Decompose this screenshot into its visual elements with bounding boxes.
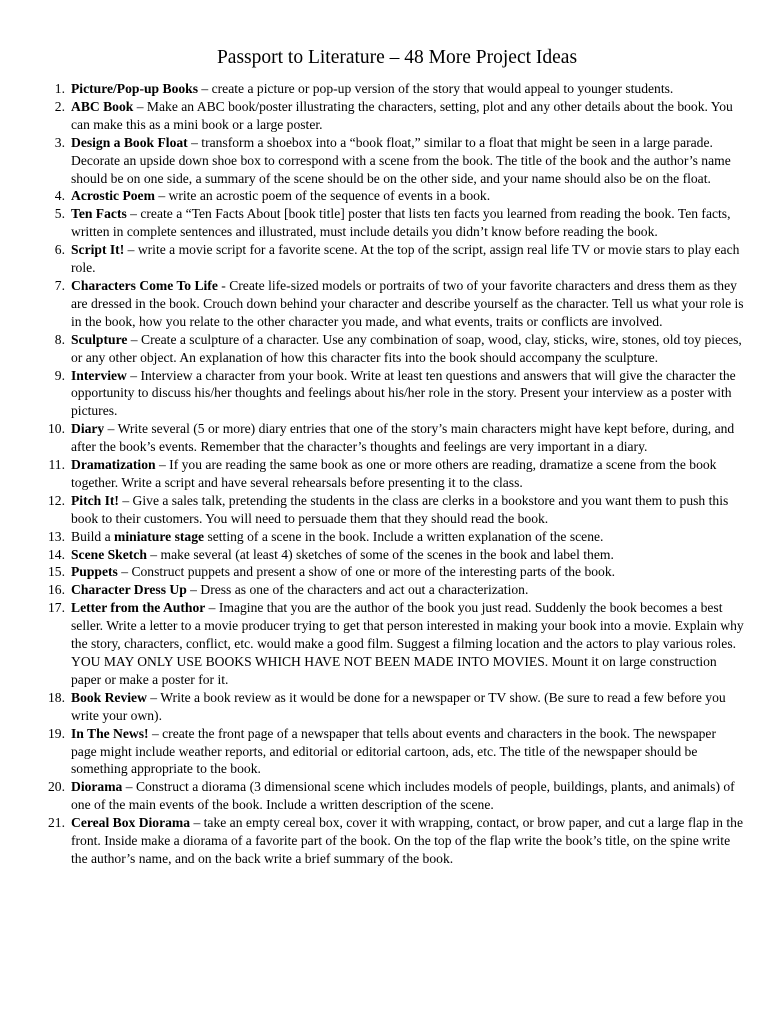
project-name: Dramatization [71, 457, 156, 473]
project-description: – Interview a character from your book. Write at least ten questions and answers that will give the character the opportunity to discuss his/her thoughts and feelings about his/her role in the story. Present your interview as a poster with pictures. [71, 367, 736, 419]
item-number: 4. [54, 188, 65, 204]
project-description: – Construct puppets and present a show of one or more of the interesting parts of the book. [117, 564, 616, 580]
list-item [38, 778, 744, 814]
item-number: 11. [48, 457, 65, 473]
list-item [38, 241, 744, 277]
project-name: miniature stage [114, 528, 205, 544]
list-item [38, 814, 744, 868]
item-number: 19. [48, 725, 65, 741]
project-ideas-list [38, 80, 744, 868]
page-title: Passport to Literature – 48 More Project Ideas [216, 47, 578, 68]
project-name: Diorama [71, 779, 123, 795]
list-item [38, 367, 744, 421]
item-number: 9. [54, 367, 65, 383]
list-item [38, 134, 744, 188]
project-name: Acrostic Poem [71, 188, 155, 204]
item-lead-text: Build a [71, 528, 115, 544]
list-item [38, 563, 744, 581]
item-number: 10. [48, 421, 65, 437]
item-number: 13. [48, 528, 65, 544]
item-number: 16. [48, 582, 65, 598]
project-description: – make several (at least 4) sketches of some of the scenes in the book and label them. [146, 546, 614, 562]
item-number: 5. [54, 206, 65, 222]
item-number: 2. [54, 98, 65, 114]
project-name: In The News! [71, 725, 149, 741]
list-item [38, 528, 744, 546]
project-name: Letter from the Author [71, 600, 206, 616]
list-item [38, 492, 744, 528]
project-description: – transform a shoebox into a “book float,” similar to a float that might be seen in a large parade. Decorate an upside down shoe box to correspond with a scene from the book. The title of the book and the author’s name should be on one side, a summary of the scene should be on the other side, and your name should also be on the float. [71, 134, 731, 186]
project-description: – Make an ABC book/poster illustrating the characters, setting, plot and any other details about the book. You can make this as a mini book or a large poster. [71, 98, 733, 132]
project-name: Characters Come To Life [71, 277, 218, 293]
project-description: – write an acrostic poem of the sequence of events in a book. [154, 188, 491, 204]
project-description: – Write several (5 or more) diary entries that one of the story’s main characters might have kept before, during, and after the book’s events. Remember that the character’s thoughts and feelings are very important in a diary. [71, 421, 735, 455]
project-name: Pitch It! [71, 492, 119, 508]
item-number: 1. [54, 81, 65, 96]
item-number: 3. [54, 134, 65, 150]
list-item [38, 80, 744, 98]
project-name: Cereal Box Diorama [71, 815, 191, 831]
item-number: 17. [48, 600, 65, 616]
project-description: – Imagine that you are the author of the book you just read. Suddenly the book becomes a best seller. Write a letter to a movie producer trying to get that person interested in making your book into a movie. Explain why the story, characters, conflict, etc. would make a good film. Suggest a filming location and the actors to play various roles. YOU MAY ONLY USE BOOKS WHICH HAVE NOT BEEN MADE INTO MOVIES. Mount it on large construction paper or make a poster for it. [71, 600, 744, 687]
project-name: Interview [71, 367, 127, 383]
list-item [38, 599, 744, 689]
project-description: – Write a book review as it would be done for a newspaper or TV show. (Be sure to read a few before you write your own). [71, 689, 726, 723]
project-description: setting of a scene in the book. Include a written explanation of the scene. [204, 528, 604, 544]
item-number: 15. [48, 564, 65, 580]
item-number: 7. [54, 277, 65, 293]
project-name: ABC Book [71, 98, 134, 114]
item-number: 20. [48, 779, 65, 795]
project-description: - Create life-sized models or portraits of two of your favorite characters and dress them as they are dressed in the book. Crouch down behind your character and describe yourself as the character. Tell us what your role is in the book, how you relate to the other character you made, and what events, traits or conflicts are involved. [71, 277, 744, 329]
project-name: Diary [71, 421, 105, 437]
project-description: – Create a sculpture of a character. Use any combination of soap, wood, clay, sticks, wire, stones, old toy pieces, or any other object. An explanation of how this character fits into the book should accompany the sculpture. [71, 331, 742, 365]
list-item [38, 725, 744, 779]
project-description: – write a movie script for a favorite scene. At the top of the script, assign real life TV or movie stars to play each role. [71, 242, 740, 276]
list-item [38, 98, 744, 134]
project-description: – Construct a diorama (3 dimensional scene which includes models of people, buildings, plants, and animals) of one of the main events of the book. Include a written description of the scene. [71, 779, 735, 813]
project-name: Scene Sketch [71, 546, 147, 562]
list-item [38, 187, 744, 205]
list-item [38, 689, 744, 725]
project-description: – Dress as one of the characters and act out a characterization. [186, 582, 529, 598]
project-name: Character Dress Up [71, 582, 187, 598]
project-description: – create the front page of a newspaper that tells about events and characters in the book. The newspaper page might include weather reports, and editorial or editorial cartoon, ads, etc. The title of the newspaper should be something appropriate to the book. [71, 725, 716, 777]
project-description: – take an empty cereal box, cover it with wrapping, contact, or brow paper, and cut a large flap in the front. Inside make a diorama of a favorite part of the book. On the top of the flap write the book’s title, on the spine write the author’s name, and on the back write a brief summary of the book. [71, 815, 743, 866]
project-name: Puppets [71, 564, 118, 580]
list-item [38, 581, 744, 599]
project-description: – Give a sales talk, pretending the students in the class are clerks in a bookstore and you want them to push this book to their customers. You will need to persuade them that they should read the book. [71, 492, 729, 526]
list-item [38, 331, 744, 367]
list-item [38, 456, 744, 492]
item-number: 8. [54, 331, 65, 347]
list-item [38, 205, 744, 241]
list-item [38, 546, 744, 564]
item-number: 14. [48, 546, 65, 562]
project-description: – create a picture or pop-up version of the story that would appeal to younger students. [198, 81, 674, 96]
item-number: 18. [48, 689, 65, 705]
project-description: – create a “Ten Facts About [book title] poster that lists ten facts you learned from reading the book. Ten facts, written in complete sentences and illustrated, must include details you didn’t know before reading the book. [71, 206, 731, 240]
list-item [38, 277, 744, 331]
project-description: – If you are reading the same book as one or more others are reading, dramatize a scene from the book together. Write a script and have several rehearsals before presenting it to the class. [71, 457, 717, 490]
project-name: Picture/Pop-up Books [71, 81, 199, 96]
item-number: 21. [48, 815, 65, 831]
project-name: Book Review [71, 689, 147, 705]
project-name: Sculpture [71, 331, 128, 347]
item-number: 12. [48, 492, 65, 508]
list-item [38, 420, 744, 456]
project-name: Design a Book Float [71, 134, 188, 150]
item-number: 6. [54, 242, 65, 258]
project-name: Script It! [71, 242, 125, 258]
project-name: Ten Facts [71, 206, 127, 222]
